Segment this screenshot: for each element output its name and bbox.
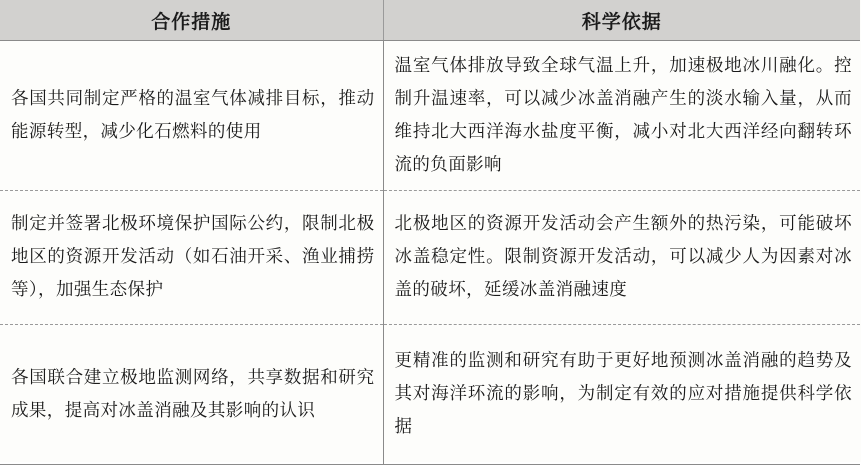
measure-cell: 各国共同制定严格的温室气体减排目标，推动能源转型，减少化石燃料的使用 [0,41,383,191]
table-row [0,325,860,465]
table-header-row [0,0,860,41]
basis-cell: 温室气体排放导致全球气温上升，加速极地冰川融化。控制升温速率，可以减少冰盖消融产生的淡水输入量，从而维持北大西洋海水盐度平衡，减小对北大西洋经向翻转环流的负面影响 [383,41,860,191]
basis-cell: 北极地区的资源开发活动会产生额外的热污染，可能破坏冰盖稳定性。限制资源开发活动，可以减少人为因素对冰盖的破坏，延缓冰盖消融速度 [383,191,860,325]
measure-cell: 制定并签署北极环境保护国际公约，限制北极地区的资源开发活动（如石油开采、渔业捕捞等），加强生态保护 [0,191,383,325]
table-row [0,41,860,191]
header-measures: 合作措施 [0,0,383,41]
measure-cell: 各国联合建立极地监测网络，共享数据和研究成果，提高对冰盖消融及其影响的认识 [0,325,383,465]
table-row [0,191,860,325]
basis-cell: 更精准的监测和研究有助于更好地预测冰盖消融的趋势及其对海洋环流的影响，为制定有效的应对措施提供科学依据 [383,325,860,465]
header-scientific-basis: 科学依据 [383,0,860,41]
